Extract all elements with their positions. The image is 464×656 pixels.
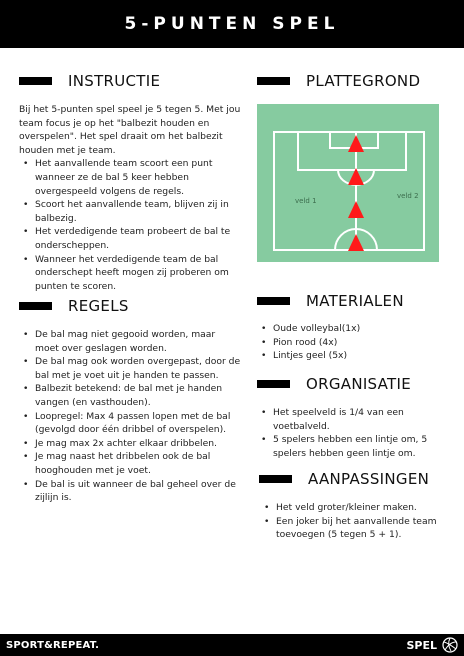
list-item: • Oude volleybal(1x) bbox=[257, 322, 447, 336]
list-item: • Je mag naast het dribbelen ook de bal hooghouden met je voet. bbox=[19, 450, 241, 477]
cone bbox=[348, 135, 364, 152]
list-item: • De bal mag ook worden overgepast, door de bal met je voet uit je handen te passen. bbox=[19, 355, 241, 382]
materialen-body bbox=[257, 322, 447, 363]
brand-logo: SPORT&REPEAT. bbox=[6, 639, 100, 651]
instructie-body bbox=[19, 103, 241, 293]
organisatie-body bbox=[257, 406, 447, 460]
list-item: • Pion rood (4x) bbox=[257, 336, 447, 350]
cone bbox=[348, 201, 364, 218]
plattegrond-title: PLATTEGROND bbox=[306, 72, 421, 90]
list-item: • 5 spelers hebben een lintje om, 5 spelers hebben geen lintje om. bbox=[257, 433, 447, 460]
regels-body bbox=[19, 328, 241, 505]
list-item: • Het verdedigende team probeert de bal te onderscheppen. bbox=[19, 225, 241, 252]
list-item: • Het speelveld is 1/4 van een voetbalveld. bbox=[257, 406, 447, 433]
heading-bar bbox=[257, 297, 290, 305]
plattegrond-heading bbox=[257, 72, 420, 90]
instructie-intro: Bij het 5-punten spel speel je 5 tegen 5. Met jou team focus je op het "balbezit houden en overspelen". Het spel draait om het balbezit houden met je team. bbox=[19, 104, 241, 156]
instructie-heading bbox=[19, 72, 160, 90]
list-item: • Het aanvallende team scoort een punt wanneer ze de bal 5 keer hebben overgespeeld volgens de regels. bbox=[19, 157, 241, 198]
materialen-title: MATERIALEN bbox=[306, 292, 404, 310]
list-item: • Je mag max 2x achter elkaar dribbelen. bbox=[19, 437, 241, 451]
header-bar bbox=[0, 0, 464, 48]
field-boundary bbox=[274, 132, 424, 250]
footer-right bbox=[406, 637, 458, 653]
heading-bar bbox=[19, 302, 52, 310]
cone bbox=[348, 234, 364, 251]
veld-2-label: veld 2 bbox=[397, 192, 419, 200]
instructie-list bbox=[19, 157, 241, 293]
list-item: • Scoort het aanvallende team, blijven zij in balbezig. bbox=[19, 198, 241, 225]
list-item: • Loopregel: Max 4 passen lopen met de bal (gevolgd door één dribbel of overspelen). bbox=[19, 410, 241, 437]
volleyball-icon bbox=[442, 637, 458, 653]
regels-heading bbox=[19, 297, 129, 315]
footer-label: SPEL bbox=[406, 638, 437, 652]
list-item: • Lintjes geel (5x) bbox=[257, 349, 447, 363]
list-item: • Het veld groter/kleiner maken. bbox=[260, 501, 450, 515]
list-item: • Wanneer het verdedigende team de bal onderschept heeft mogen zij proberen om punten te scoren. bbox=[19, 253, 241, 294]
instructie-title: INSTRUCTIE bbox=[68, 72, 161, 90]
organisatie-list bbox=[257, 406, 447, 460]
list-item: • De bal mag niet gegooid worden, maar moet over geslagen worden. bbox=[19, 328, 241, 355]
aanpassingen-list bbox=[260, 501, 450, 542]
materialen-heading bbox=[257, 292, 404, 310]
heading-bar bbox=[259, 475, 292, 483]
regels-list bbox=[19, 328, 241, 505]
field-svg bbox=[257, 104, 439, 262]
organisatie-title: ORGANISATIE bbox=[306, 375, 412, 393]
heading-bar bbox=[257, 77, 290, 85]
list-item: • Balbezit betekend: de bal met je handen vangen (en vasthouden). bbox=[19, 382, 241, 409]
footer-bar bbox=[0, 634, 464, 656]
heading-bar bbox=[257, 380, 290, 388]
list-item: • Een joker bij het aanvallende team toevoegen (5 tegen 5 + 1). bbox=[260, 515, 450, 542]
aanpassingen-title: AANPASSINGEN bbox=[308, 470, 430, 488]
organisatie-heading bbox=[257, 375, 411, 393]
aanpassingen-heading bbox=[259, 470, 429, 488]
materialen-list bbox=[257, 322, 447, 363]
heading-bar bbox=[19, 77, 52, 85]
aanpassingen-body bbox=[260, 501, 450, 542]
list-item: • De bal is uit wanneer de bal geheel over de zijlijn is. bbox=[19, 478, 241, 505]
page-title: 5-PUNTEN SPEL bbox=[124, 14, 340, 34]
field-diagram bbox=[257, 104, 439, 262]
regels-title: REGELS bbox=[68, 297, 129, 315]
veld-1-label: veld 1 bbox=[295, 197, 317, 205]
